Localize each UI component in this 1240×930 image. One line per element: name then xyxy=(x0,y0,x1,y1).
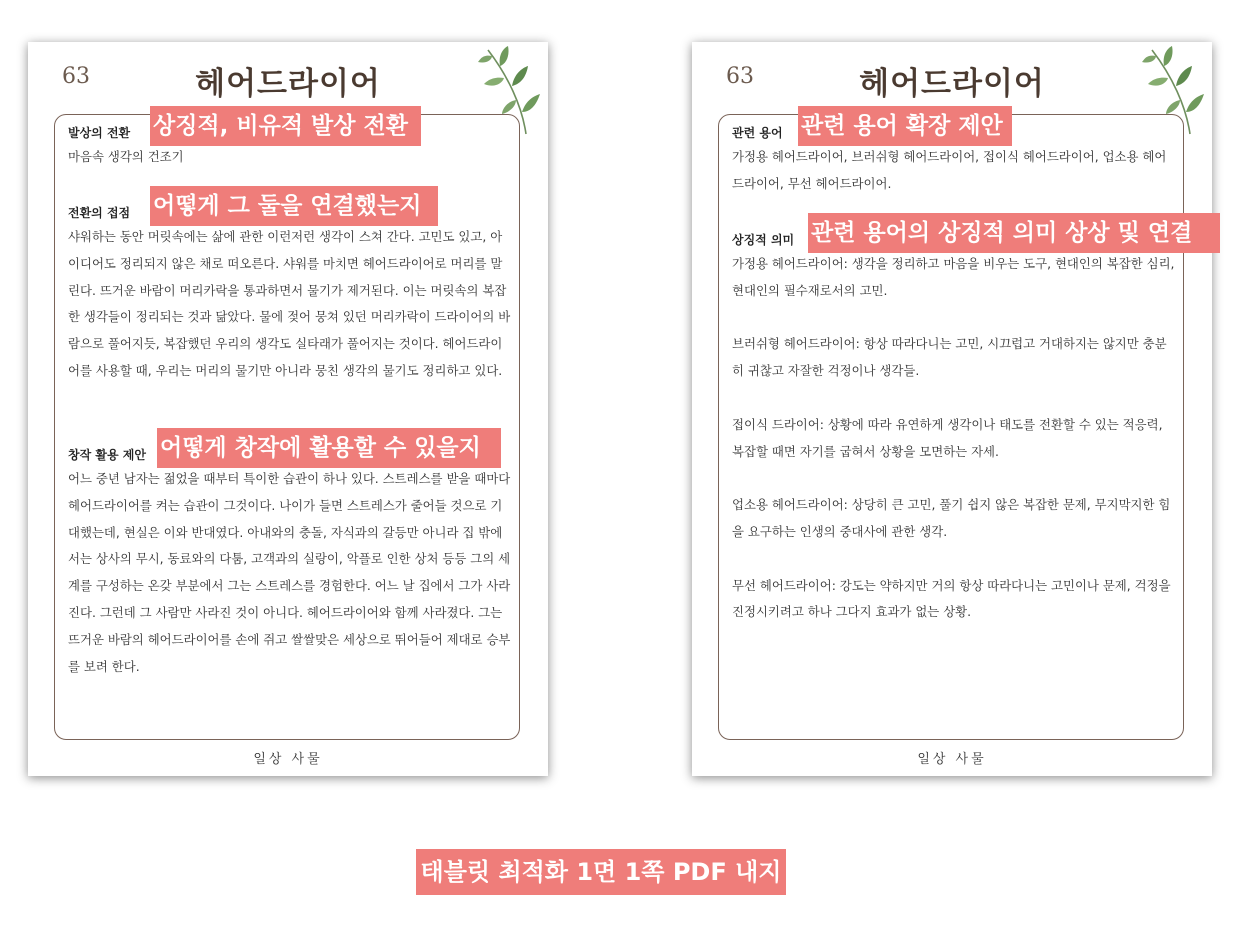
highlight-label: 관련 용어의 상징적 의미 상상 및 연결 xyxy=(808,213,1220,253)
left-page xyxy=(28,42,548,776)
highlight-label: 어떻게 그 둘을 연결했는지 xyxy=(150,186,438,226)
section-label: 발상의 전환 xyxy=(68,126,131,140)
caption-banner: 태블릿 최적화 1면 1쪽 PDF 내지 xyxy=(416,849,786,895)
section-body: 어느 중년 남자는 젊었을 때부터 특이한 습관이 하나 있다. 스트레스를 받을 때마다 헤어드라이어를 켜는 습관이 그것이다. 나이가 들면 스트레스가 줄어들 것으로 기대했는데, 현실은 이와 반대였다. 아내와의 충돌, 자식과의 갈등만 아니라 집 밖에서는 상사의 무시, 동료와의 다툼, 고객과의 실랑이, 악플로 인한 상처 등등 그의 세계를 구성하는 온갖 부분에서 그는 스트레스를 경험한다. 어느 날 집에서 그가 사라진다. 그런데 그 사람만 사라진 것이 아니다. 헤어드라이어와 함께 사라졌다. 그는 뜨거운 바람의 헤어드라이어를 손에 쥐고 쌀쌀맞은 세상으로 뛰어들어 제대로 승부를 보려 한다. xyxy=(68,471,511,674)
term-entry: 업소용 헤어드라이어: 상당히 큰 고민, 풀기 쉽지 않은 복잡한 문제, 무지막지한 힘을 요구하는 인생의 중대사에 관한 생각. xyxy=(732,497,1171,539)
highlight-label: 관련 용어 확장 제안 xyxy=(798,106,1012,146)
highlight-label: 어떻게 창작에 활용할 수 있을지 xyxy=(157,428,501,468)
section-label: 관련 용어 xyxy=(732,126,783,140)
term-entry: 무선 헤어드라이어: 강도는 약하지만 거의 항상 따라다니는 고민이나 문제, 걱정을 진정시키려고 하나 그다지 효과가 없는 상황. xyxy=(732,577,1171,620)
page-number: 63 xyxy=(62,64,90,89)
page-footer: 일상 사물 xyxy=(917,752,987,767)
section-label: 창작 활용 제안 xyxy=(68,448,146,462)
page-title: 헤어드라이어 xyxy=(859,66,1045,102)
page-number: 63 xyxy=(726,64,754,89)
page-footer: 일상 사물 xyxy=(253,752,323,767)
section-body xyxy=(732,251,1176,626)
term-entry: 브러쉬형 헤어드라이어: 항상 따라다니는 고민, 시끄럽고 거대하지는 않지만 충분히 귀찮고 자잘한 걱정이나 생각들. xyxy=(732,336,1167,379)
section-connection xyxy=(68,204,512,385)
section-symbolic-meaning xyxy=(732,231,1176,653)
highlight-label: 상징적, 비유적 발상 전환 xyxy=(150,106,421,146)
section-label: 전환의 접점 xyxy=(68,206,131,220)
section-body: 가정용 헤어드라이어, 브러쉬형 헤어드라이어, 접이식 헤어드라이어, 업소용 헤어드라이어, 무선 헤어드라이어. xyxy=(732,149,1167,191)
page-title: 헤어드라이어 xyxy=(195,66,381,102)
right-page xyxy=(692,42,1212,776)
term-entry: 접이식 드라이어: 상황에 따라 유연하게 생각이나 태도를 전환할 수 있는 적응력, 복잡할 때면 자기를 굽혀서 상황을 모면하는 자세. xyxy=(732,416,1163,459)
section-creative-use xyxy=(68,446,512,680)
section-label: 상징적 의미 xyxy=(732,233,795,247)
section-body: 마음속 생각의 건조기 xyxy=(68,149,184,164)
section-body: 샤워하는 동안 머릿속에는 삶에 관한 이런저런 생각이 스쳐 간다. 고민도 있고, 아이디어도 정리되지 않은 채로 떠오른다. 샤워를 마치면 헤어드라이어로 머리를 말린다. 뜨거운 바람이 머리카락을 통과하면서 물기가 제거된다. 이는 머릿속의 복잡한 생각들이 정리되는 것과 닮았다. 물에 젖어 뭉쳐 있던 머리카락이 드라이어의 바람으로 풀어지듯, 복잡했던 우리의 생각도 실타래가 풀어지는 것이다. 헤어드라이어를 사용할 때, 우리는 머리의 물기만 아니라 뭉친 생각의 물기도 정리하고 있다. xyxy=(68,229,511,378)
term-entry: 가정용 헤어드라이어: 생각을 정리하고 마음을 비우는 도구, 현대인의 복잡한 심리, 현대인의 필수재로서의 고민. xyxy=(732,256,1175,298)
